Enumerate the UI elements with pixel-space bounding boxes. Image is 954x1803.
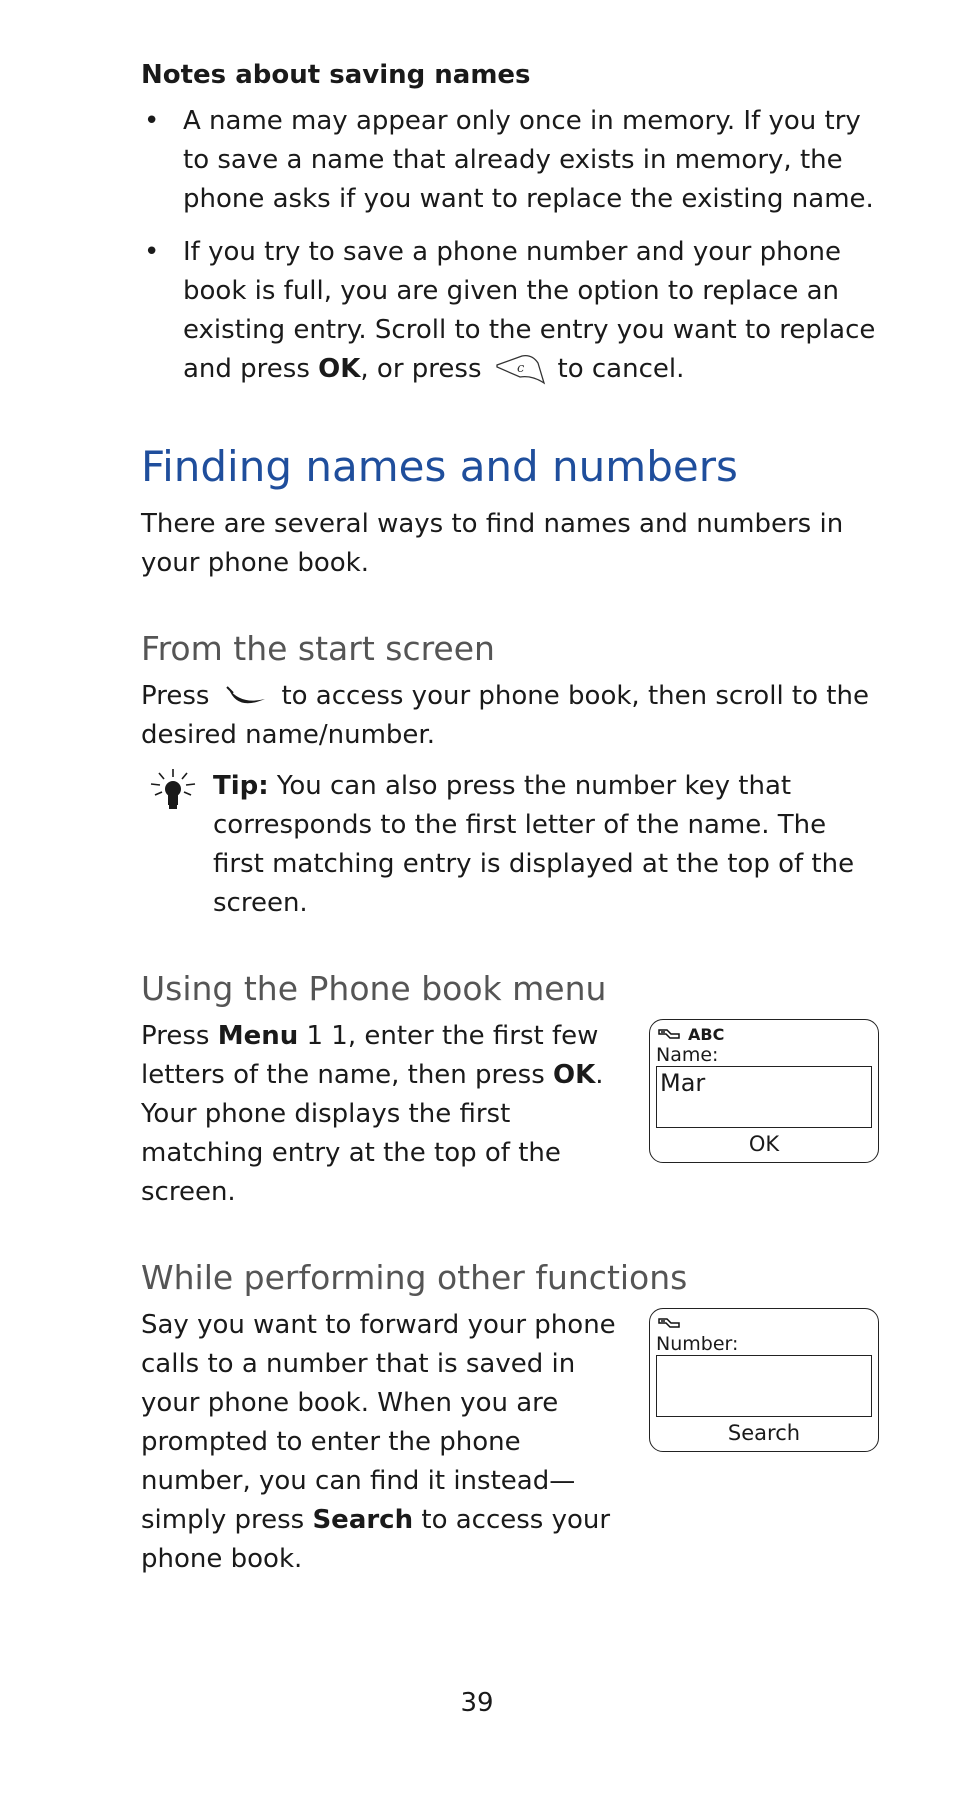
text-segment: Say you want to forward your phone calls to a number that is saved in your phone book. When you are prompted to enter the phone number, you can find it instead—simply press — [141, 1310, 616, 1535]
bullet-mark: • — [144, 237, 160, 267]
ok-key-label: OK — [318, 354, 361, 384]
start-screen-text — [141, 677, 881, 755]
text-segment: Press — [141, 1021, 218, 1051]
subsection-title-phonebook-menu: Using the Phone book menu — [141, 969, 607, 1008]
manual-page — [141, 60, 881, 1579]
text-segment: . Your phone displays the first matching entry at the top of the screen. — [141, 1060, 604, 1207]
field-label: Number: — [656, 1333, 739, 1355]
bullet-text: A name may appear only once in memory. If you try to save a name that already exists in memory, the phone asks if you want to replace the existing name. — [183, 106, 874, 214]
list-item — [141, 102, 881, 219]
notes-heading: Notes about saving names — [141, 60, 531, 90]
clear-key-icon — [494, 353, 546, 387]
bullet-mark: • — [144, 106, 160, 136]
status-bar — [650, 1309, 878, 1333]
field-label: Name: — [656, 1044, 719, 1066]
number-field — [656, 1355, 872, 1417]
text-segment: 1 1, enter the first few letters of the name, then press — [141, 1021, 599, 1090]
start-screen-text-post: to access your phone book, then scroll to the desired name/number. — [141, 681, 869, 750]
ok-key-label: OK — [553, 1060, 596, 1090]
subsection-title-start-screen: From the start screen — [141, 629, 495, 668]
other-functions-row — [141, 1306, 881, 1579]
start-screen-text-pre: Press — [141, 681, 210, 711]
signal-icon — [658, 1317, 680, 1329]
softkey-search: Search — [727, 1421, 801, 1445]
search-key-label: Search — [312, 1505, 414, 1535]
bullet-text: to cancel. — [557, 354, 685, 384]
phone-screen-name-search — [649, 1019, 879, 1163]
send-key-icon — [223, 681, 267, 713]
status-bar — [650, 1020, 878, 1044]
tip-label: Tip: — [213, 771, 269, 801]
other-functions-text — [141, 1306, 631, 1579]
phonebook-menu-text — [141, 1017, 631, 1212]
name-field: Mar — [656, 1066, 872, 1128]
tip-block — [141, 767, 881, 923]
notes-list — [141, 102, 881, 389]
section-title-finding: Finding names and numbers — [141, 442, 738, 491]
phonebook-menu-row — [141, 1017, 881, 1212]
softkey-ok: OK — [748, 1132, 780, 1156]
input-mode-indicator: ABC — [688, 1024, 725, 1044]
phone-screen-number-entry — [649, 1308, 879, 1452]
page-number: 39 — [460, 1688, 494, 1718]
finding-intro: There are several ways to find names and numbers in your phone book. — [141, 509, 844, 578]
signal-icon — [658, 1028, 680, 1040]
tip-text: You can also press the number key that corresponds to the first letter of the name. The first matching entry is displayed at the top of the screen. — [213, 771, 855, 918]
menu-key-label: Menu — [217, 1021, 299, 1051]
lightbulb-icon — [147, 767, 199, 811]
text-segment: to access your phone book. — [141, 1505, 611, 1574]
bullet-text: If you try to save a phone number and your phone book is full, you are given the option to replace an existing entry. Scroll to the entry you want to replace and press — [183, 237, 876, 384]
subsection-title-other-functions: While performing other functions — [141, 1258, 688, 1297]
list-item — [141, 233, 881, 389]
bullet-text: , or press — [360, 354, 482, 384]
svg-text:c: c — [516, 360, 524, 376]
